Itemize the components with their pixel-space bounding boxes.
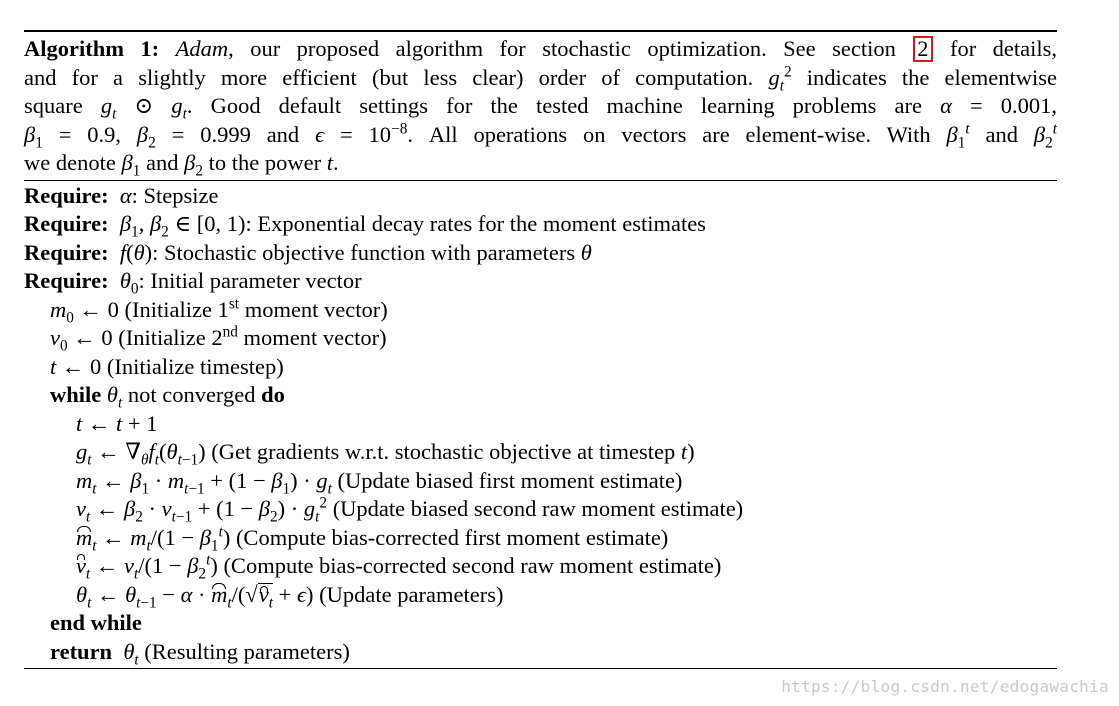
step-update-m: $m_t$ ← $\beta_1 \cdot m_{t-1} + (1 - \beta_1) \cdot g_t$ (Update biased first moment estimate)	[76, 467, 683, 498]
caption-line-1: Algorithm 1: Adam, our proposed algorithm for stochastic optimization. See section 2 for details,	[24, 36, 1058, 61]
step-while: while $\theta_t$ not converged do	[50, 382, 285, 412]
algorithm-name: Adam	[175, 36, 229, 61]
caption-line-2: and for a slightly more efficient (but less clear) order of computation. $g_t^2$ indicates the elementwise	[24, 63, 1058, 95]
require-stepsize: Require: α: Stepsize	[24, 182, 219, 208]
require-initial-vector: Require: $\theta_0$: Initial parameter vector	[24, 268, 362, 298]
caption-line-4: $\beta_1 = 0.9$, $\beta_2 = 0.999$ and $\epsilon = 10^{-8}$. All operations on vectors are element-wise. With $\beta_1^t$ and $\beta_2^t$	[24, 120, 1058, 152]
algorithm-block	[24, 30, 1057, 669]
algorithm-label: Algorithm 1:	[24, 36, 160, 61]
require-objective: Require: f(θ): Stochastic objective function with parameters θ	[24, 239, 592, 265]
require-decay-rates: Require: $\beta_1$, $\beta_2$ ∈ [0, 1): Exponential decay rates for the moment estimates	[24, 211, 706, 241]
step-vhat: $v_t$ ← $v_t/(1 - \beta_2^t)$ (Compute bias-corrected second raw moment estimate)	[76, 551, 722, 583]
step-return: return $\theta_t$ (Resulting parameters)	[50, 638, 350, 669]
caption-line-3: square $g_t$ ⊙ $g_t$. Good default settings for the tested machine learning problems are α = 0.001,	[24, 93, 1057, 123]
caption-line-5: we denote $\beta_1$ and $\beta_2$ to the power t.	[24, 150, 339, 180]
step-update-theta: $\theta_t$ ← $\theta_{t-1} - \alpha \cdot m_t/(√v_t + \epsilon)$ (Update parameters)	[76, 581, 504, 612]
step-init-m: $m_0$ ← 0 (Initialize 1st moment vector)	[50, 295, 388, 327]
step-increment-t: t ← t + 1	[76, 410, 158, 436]
algorithm-body	[24, 181, 1057, 669]
step-end-while: end while	[50, 610, 142, 636]
watermark-url: https://blog.csdn.net/edogawachia	[781, 677, 1109, 696]
step-gradient: $g_t$ ← $\nabla_\theta f_t(\theta_{t-1})$ (Get gradients w.r.t. stochastic objective at timestep t)	[76, 439, 695, 469]
bottom-rule	[24, 668, 1057, 669]
step-init-t: t ← 0 (Initialize timestep)	[50, 353, 284, 379]
section-reference-link[interactable]: 2	[913, 36, 932, 62]
algorithm-caption	[24, 32, 1057, 180]
step-init-v: $v_0$ ← 0 (Initialize 2nd moment vector)	[50, 323, 387, 355]
step-mhat: $m_t$ ← $m_t/(1 - \beta_1^t)$ (Compute bias-corrected first moment estimate)	[76, 523, 669, 555]
step-update-v: $v_t$ ← $\beta_2 \cdot v_{t-1} + (1 - \beta_2) \cdot g_t^2$ (Update biased second raw moment estimate)	[76, 494, 744, 526]
